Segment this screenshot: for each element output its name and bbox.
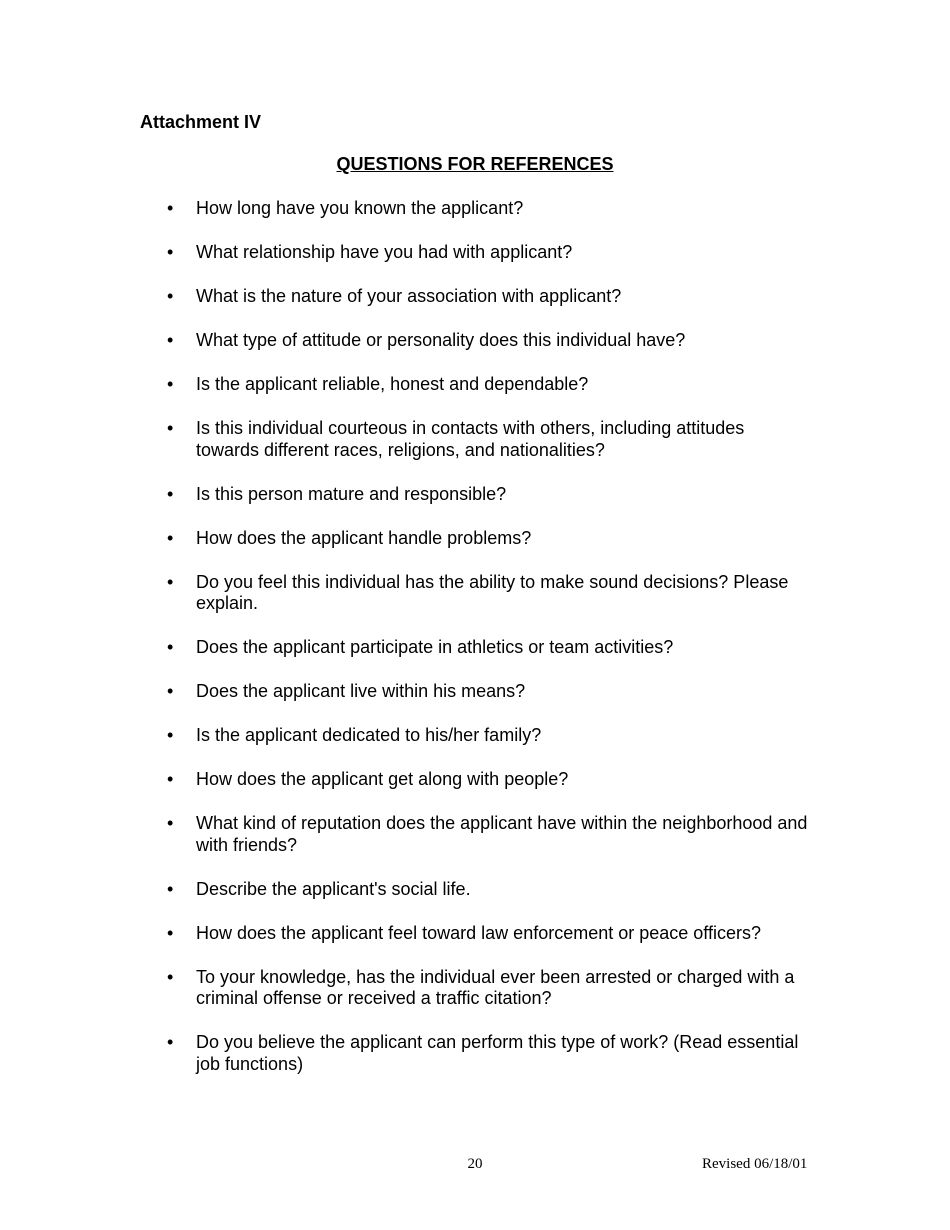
question-text: What kind of reputation does the applicant have within the neighborhood and with friends? xyxy=(196,813,808,855)
list-item xyxy=(0,198,811,220)
question-text: Describe the applicant's social life. xyxy=(196,878,471,899)
bullet-icon: • xyxy=(167,922,174,943)
list-item xyxy=(0,572,811,615)
list-item xyxy=(0,374,811,396)
bullet-icon: • xyxy=(167,198,174,218)
revision-date: Revised 06/18/01 xyxy=(702,1156,808,1172)
list-item xyxy=(0,418,811,461)
question-text: What is the nature of your association with applicant? xyxy=(196,286,622,306)
page-title: QUESTIONS FOR REFERENCES xyxy=(336,154,614,174)
list-item xyxy=(0,528,811,550)
bullet-icon: • xyxy=(167,242,174,262)
question-text: Do you believe the applicant can perform this type of work? (Read essential job functions) xyxy=(196,1032,799,1074)
question-text: Is the applicant dedicated to his/her family? xyxy=(196,725,542,745)
bullet-icon: • xyxy=(167,637,174,657)
list-item xyxy=(0,923,811,945)
bullet-icon: • xyxy=(167,527,174,548)
bullet-icon: • xyxy=(167,813,174,833)
bullet-icon: • xyxy=(167,483,174,504)
question-text: How does the applicant handle problems? xyxy=(196,527,532,548)
list-item xyxy=(0,769,811,791)
questions-list xyxy=(0,198,950,1098)
list-item xyxy=(0,1032,811,1075)
bullet-icon: • xyxy=(167,330,174,350)
question-text: Does the applicant live within his means? xyxy=(196,681,526,701)
bullet-icon: • xyxy=(167,571,174,592)
question-text: How long have you known the applicant? xyxy=(196,198,524,218)
list-item xyxy=(0,725,811,747)
question-text: Do you feel this individual has the ability to make sound decisions? Please explain. xyxy=(196,571,789,613)
question-text: Is the applicant reliable, honest and dependable? xyxy=(196,374,589,394)
bullet-icon: • xyxy=(167,1032,174,1052)
list-item xyxy=(0,286,811,308)
list-item xyxy=(0,879,811,901)
question-text: What relationship have you had with applicant? xyxy=(196,242,573,262)
question-text: Does the applicant participate in athletics or team activities? xyxy=(196,637,674,657)
list-item xyxy=(0,484,811,506)
list-item xyxy=(0,242,811,264)
question-text: How does the applicant feel toward law enforcement or peace officers? xyxy=(196,922,761,943)
bullet-icon: • xyxy=(167,374,174,394)
bullet-icon: • xyxy=(167,966,174,987)
bullet-icon: • xyxy=(167,725,174,745)
question-text: How does the applicant get along with people? xyxy=(196,769,569,789)
question-text: What type of attitude or personality does this individual have? xyxy=(196,330,686,350)
bullet-icon: • xyxy=(167,681,174,701)
attachment-label: Attachment IV xyxy=(140,112,262,132)
list-item xyxy=(0,813,811,856)
list-item xyxy=(0,637,811,659)
bullet-icon: • xyxy=(167,286,174,306)
question-text: To your knowledge, has the individual ever been arrested or charged with a criminal offense or received a traffic citation? xyxy=(196,966,795,1008)
list-item xyxy=(0,330,811,352)
bullet-icon: • xyxy=(167,769,174,789)
list-item xyxy=(0,681,811,703)
question-text: Is this individual courteous in contacts with others, including attitudes towards different races, religions, and nationalities? xyxy=(196,418,745,460)
bullet-icon: • xyxy=(167,878,174,899)
list-item xyxy=(0,967,811,1010)
bullet-icon: • xyxy=(167,418,174,438)
page-number: 20 xyxy=(467,1156,483,1172)
question-text: Is this person mature and responsible? xyxy=(196,483,507,504)
